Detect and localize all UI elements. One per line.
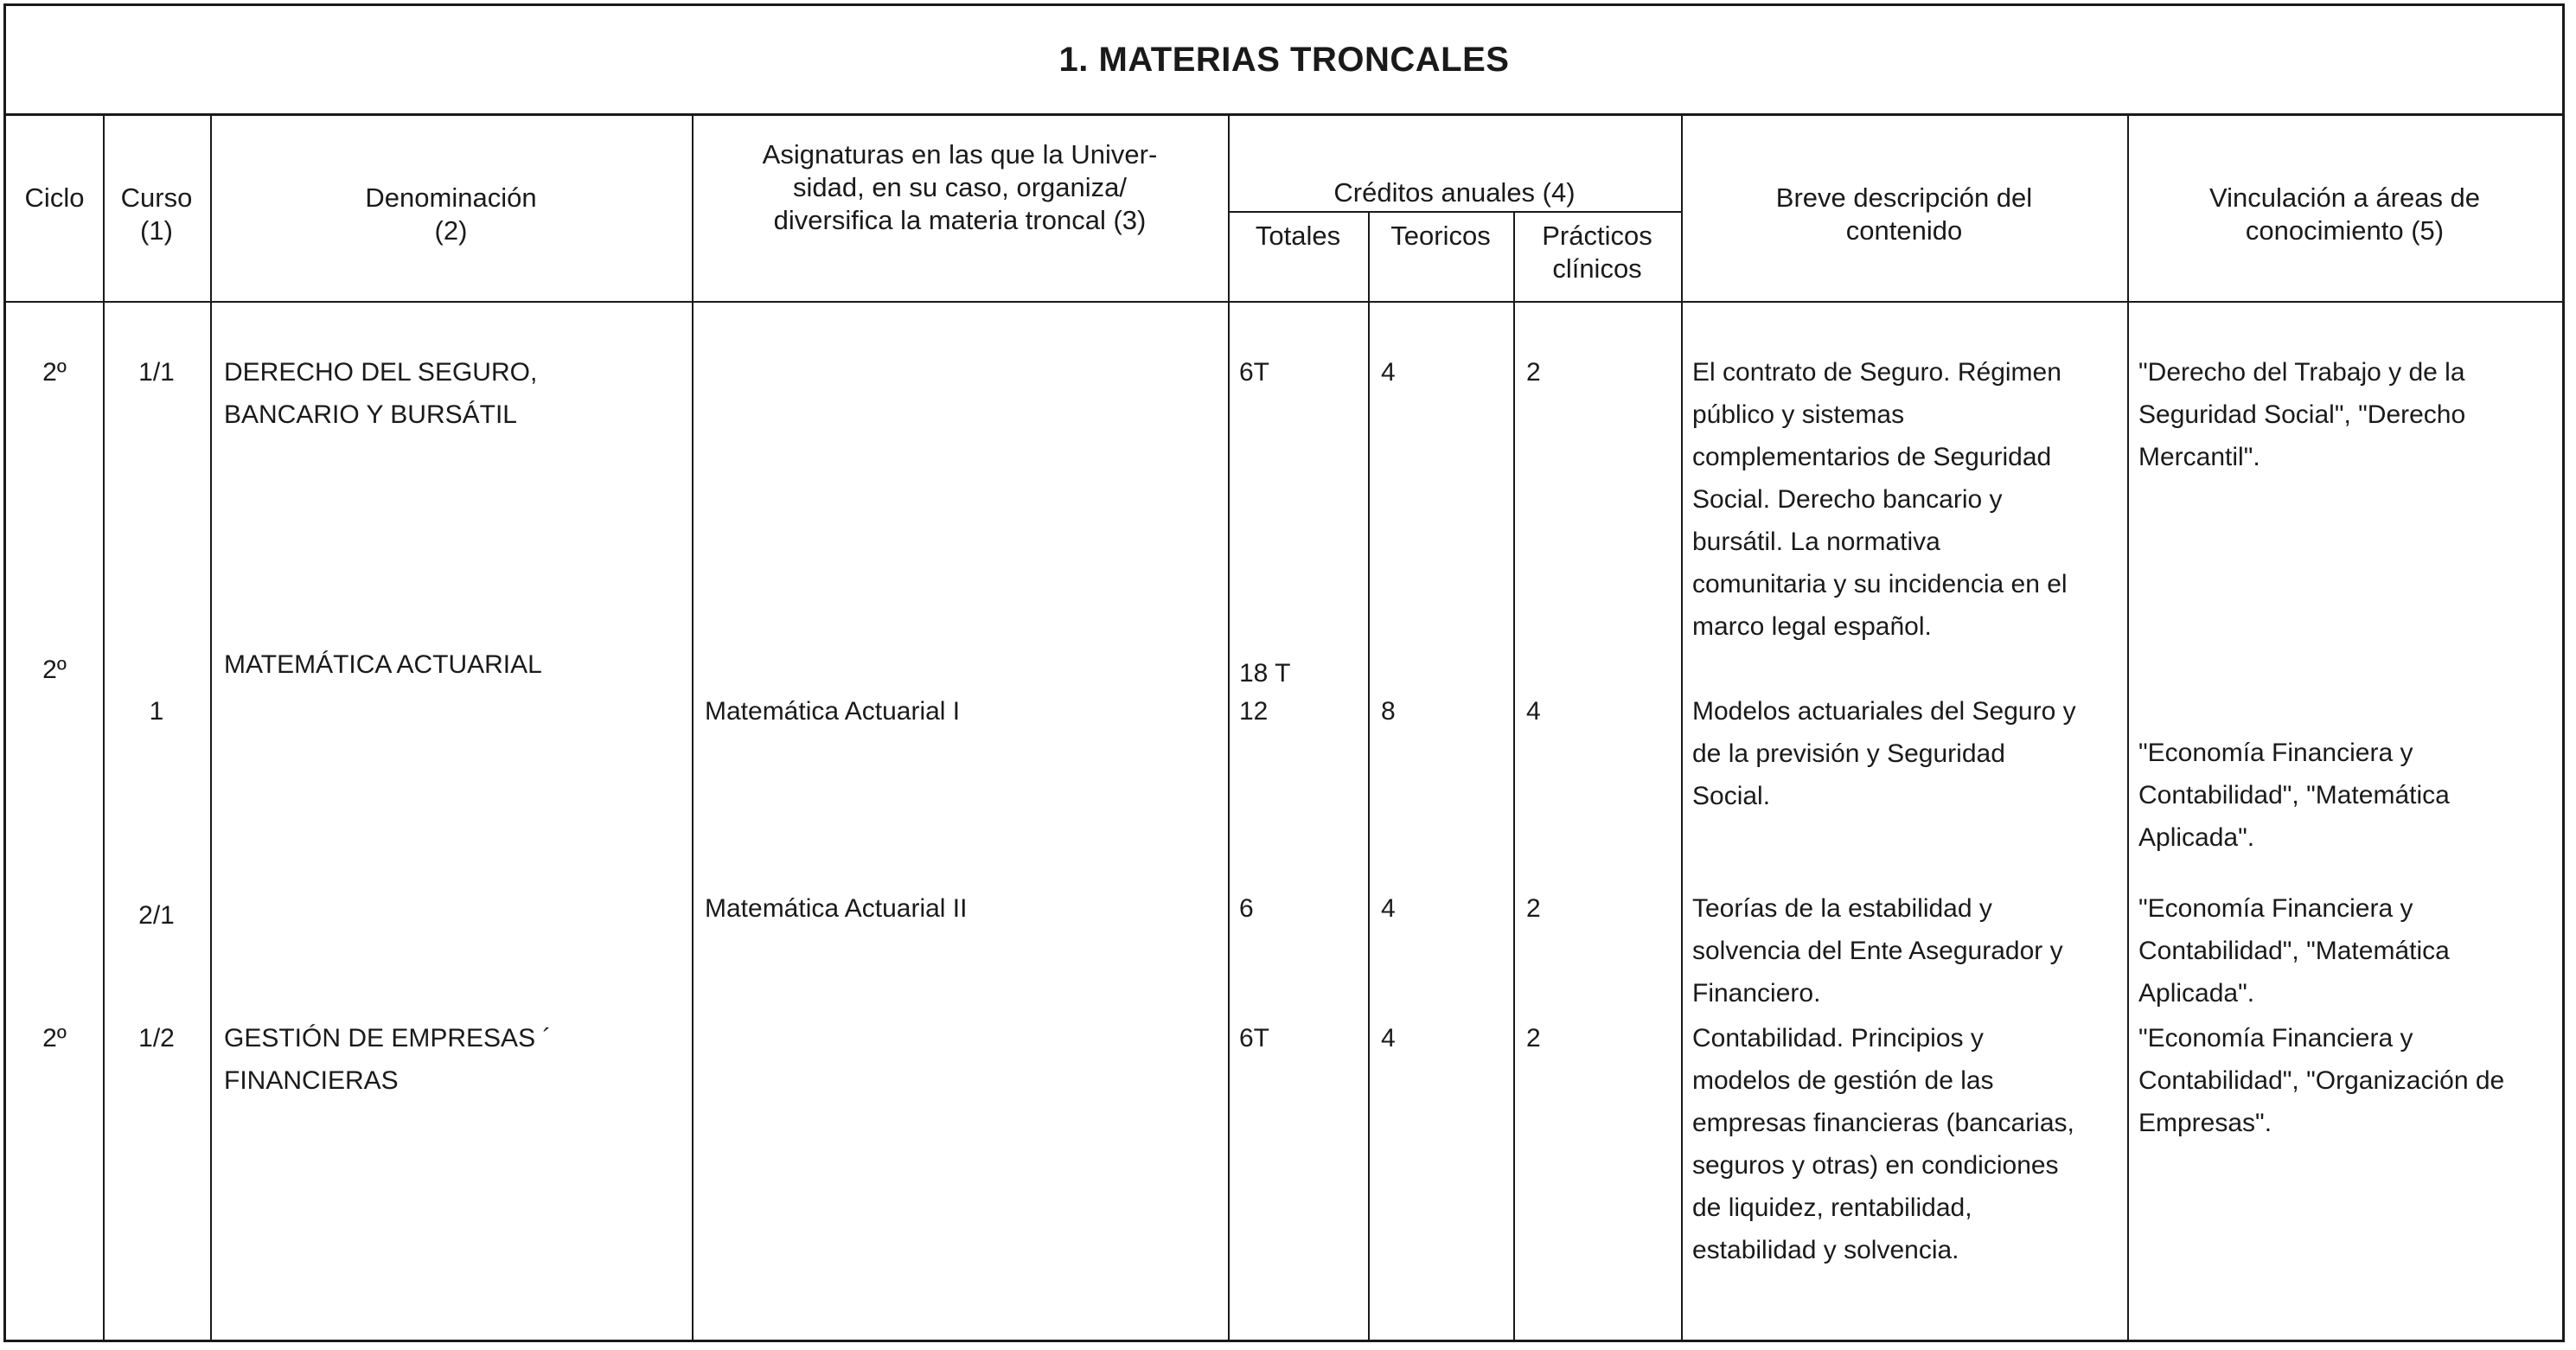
- table-title: [3, 3, 2565, 116]
- row-gestion-practicos: 2: [1526, 1024, 1541, 1052]
- column-divider: [1228, 116, 1230, 1340]
- column-divider: [1513, 211, 1515, 1340]
- header-vinculacion: Vinculación a áreas de conocimiento (5): [2208, 182, 2481, 246]
- header-teoricos: Teoricos: [1390, 221, 1491, 251]
- row-matematica-denominacion: MATEMÁTICA ACTUARIAL: [224, 650, 542, 679]
- header-descripcion: Breve descripción del contenido: [1775, 182, 2033, 246]
- row-matematica-1-asignatura: Matemática Actuarial I: [705, 697, 961, 726]
- row-gestion-denominacion: GESTIÓN DE EMPRESAS ´ FINANCIERAS: [224, 1024, 552, 1095]
- row-gestion-teoricos: 4: [1381, 1024, 1396, 1052]
- credits-subheader-divider: [1228, 211, 1681, 213]
- row-matematica-2-vinculacion: "Economía Financiera y Contabilidad", "Matemática Aplicada".: [2138, 894, 2450, 1008]
- column-divider: [2127, 116, 2129, 1340]
- header-divider: [6, 301, 2562, 303]
- row-gestion-vinculacion: "Economía Financiera y Contabilidad", "Organización de Empresas".: [2138, 1024, 2505, 1137]
- row-matematica-1-totales: 12: [1239, 697, 1269, 726]
- header-creditos: Créditos anuales (4): [1333, 177, 1576, 208]
- row-derecho-vinculacion: "Derecho del Trabajo y de la Seguridad Social", "Derecho Mercantil".: [2138, 358, 2466, 471]
- row-derecho-practicos: 2: [1526, 358, 1541, 387]
- row-matematica-2-curso: 2/1: [138, 901, 175, 930]
- subjects-table: [3, 116, 2565, 1342]
- row-derecho-teoricos: 4: [1381, 358, 1396, 387]
- table-title-text: 1. MATERIAS TRONCALES: [1058, 40, 1510, 79]
- row-matematica-1-curso: 1: [149, 697, 164, 726]
- row-matematica-totales: 18 T: [1239, 659, 1291, 688]
- column-divider: [1368, 211, 1370, 1340]
- row-derecho-totales: 6T: [1239, 358, 1270, 387]
- header-asignaturas: Asignaturas en las que la Univer- sidad, en su caso, organiza/ diversifica la materia troncal (3): [762, 139, 1158, 235]
- column-divider: [692, 116, 694, 1340]
- column-divider: [1681, 116, 1683, 1340]
- header-totales: Totales: [1255, 221, 1341, 251]
- row-matematica-2-practicos: 2: [1526, 894, 1541, 923]
- row-derecho-ciclo: 2º: [42, 358, 67, 387]
- row-gestion-descripcion: Contabilidad. Principios y modelos de gestión de las empresas financieras (bancarias, seguros y otras) en condiciones de liquidez, rentabilidad, estabilidad y solvencia.: [1692, 1024, 2074, 1264]
- row-matematica-1-practicos: 4: [1526, 697, 1541, 726]
- column-divider: [210, 116, 212, 1340]
- row-matematica-ciclo: 2º: [42, 656, 67, 684]
- row-matematica-1-teoricos: 8: [1381, 697, 1396, 726]
- row-matematica-2-descripcion: Teorías de la estabilidad y solvencia del Ente Asegurador y Financiero.: [1692, 894, 2063, 1008]
- header-practicos: Prácticos clínicos: [1542, 221, 1652, 284]
- row-matematica-2-teoricos: 4: [1381, 894, 1396, 923]
- row-derecho-curso: 1/1: [138, 358, 175, 387]
- row-derecho-descripcion: El contrato de Seguro. Régimen público y sistemas complementarios de Seguridad Social. Derecho bancario y bursátil. La normativa comunitaria y su incidencia en el marco legal español.: [1692, 358, 2068, 641]
- row-derecho-denominacion: DERECHO DEL SEGURO, BANCARIO Y BURSÁTIL: [224, 358, 538, 429]
- row-gestion-totales: 6T: [1239, 1024, 1270, 1052]
- header-curso: Curso (1): [120, 182, 193, 246]
- row-matematica-2-asignatura: Matemática Actuarial II: [705, 894, 968, 923]
- header-denominacion: Denominación (2): [365, 182, 537, 246]
- header-ciclo: Ciclo: [24, 182, 85, 213]
- curriculum-sheet: [3, 3, 2568, 1344]
- row-matematica-2-totales: 6: [1239, 894, 1254, 923]
- row-matematica-1-vinculacion: "Economía Financiera y Contabilidad", "Matemática Aplicada".: [2138, 739, 2450, 852]
- row-gestion-ciclo: 2º: [42, 1024, 67, 1052]
- row-matematica-1-descripcion: Modelos actuariales del Seguro y de la previsión y Seguridad Social.: [1692, 697, 2076, 810]
- row-gestion-curso: 1/2: [138, 1024, 175, 1052]
